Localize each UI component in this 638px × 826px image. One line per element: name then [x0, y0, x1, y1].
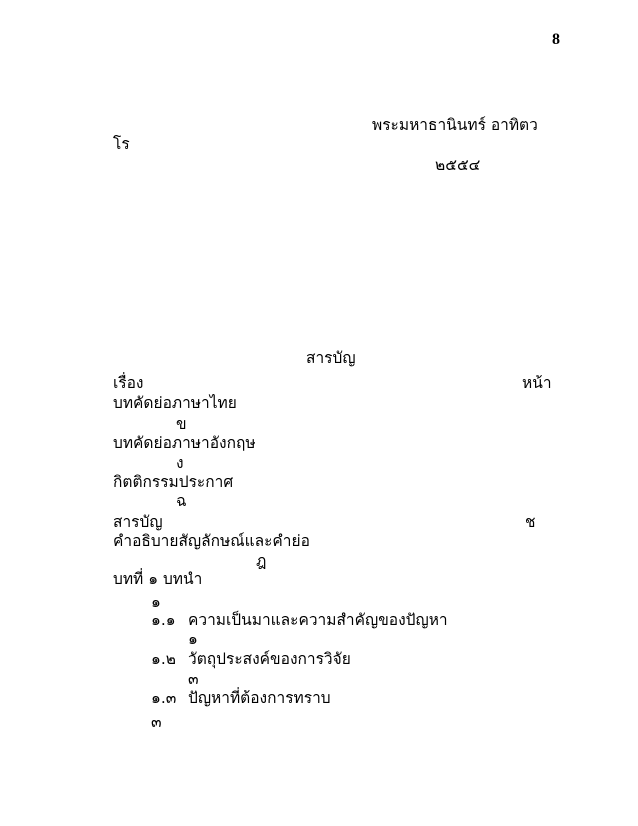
toc-section-number: ๑.๑ — [151, 611, 176, 629]
toc-entry-page: ๓ — [151, 713, 162, 731]
toc-section-number: ๑.๒ — [151, 650, 176, 668]
author-name-line1: พระมหาธานินทร์ อาทิตว — [372, 116, 538, 134]
toc-entry-label: ปัญหาที่ต้องการทราบ — [188, 689, 331, 707]
toc-entry-label: สารบัญ — [113, 513, 163, 531]
author-name-line2: โร — [113, 135, 130, 153]
toc-entry-label: วัตถุประสงค์ของการวิจัย — [188, 650, 351, 668]
toc-entry-page: ๑ — [151, 593, 161, 611]
toc-section-number: ๑.๓ — [151, 689, 177, 707]
toc-entry-label: คำอธิบายสัญลักษณ์และคำย่อ — [113, 532, 310, 550]
toc-entry-label: กิตติกรรมประกาศ — [113, 473, 234, 491]
toc-entry-page: ฎ — [256, 552, 267, 570]
toc-header-subject: เรื่อง — [113, 374, 144, 392]
toc-header-page: หน้า — [522, 374, 552, 392]
toc-entry-page: ง — [176, 454, 184, 472]
toc-entry-label: บทคัดย่อภาษาไทย — [113, 394, 237, 412]
toc-chapter-label: บทที่ ๑ บทนำ — [113, 570, 203, 588]
toc-entry-page: ๓ — [188, 670, 199, 688]
toc-entry-page: ช — [525, 513, 536, 531]
preface-year: ๒๕๕๔ — [435, 156, 481, 174]
toc-entry-label: ความเป็นมาและความสำคัญของปัญหา — [188, 611, 448, 629]
toc-entry-page: ฉ — [176, 492, 187, 510]
toc-entry-page: ๑ — [188, 630, 198, 648]
toc-entry-label: บทคัดย่อภาษาอังกฤษ — [113, 434, 256, 452]
page-number: 8 — [552, 31, 560, 48]
toc-entry-page: ข — [176, 415, 187, 433]
toc-title: สารบัญ — [306, 349, 356, 367]
